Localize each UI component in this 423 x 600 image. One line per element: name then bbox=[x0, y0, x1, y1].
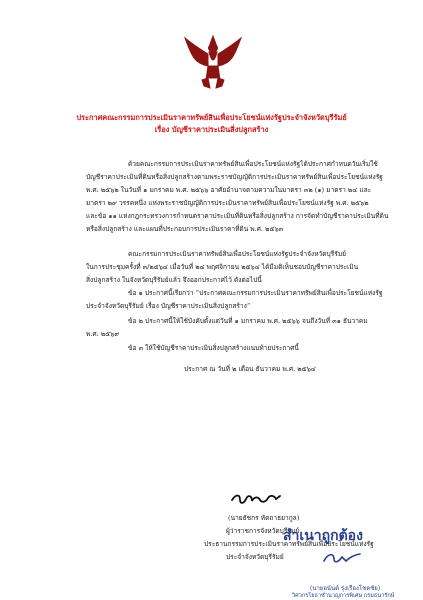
signatory-position-1: ผู้ว่าราชการจังหวัดบุรีรัมย์ bbox=[226, 527, 300, 535]
certifier-position: วิศวกรโยธาชำนาญการพิเศษ กรมธนารักษ์ bbox=[292, 593, 395, 599]
paragraph-1-line-3: พ.ศ. ๒๕๖๒ ในวันที่ ๑ มกราคม พ.ศ. ๒๕๖๖ อาศัยอำนาจตามความในมาตรา ๓๒ (๑) มาตรา ๒๔ และ bbox=[86, 186, 372, 194]
pen-signature-icon bbox=[320, 551, 364, 565]
clause-2-line-1: ข้อ ๒ ประกาศนี้ให้ใช้บังคับตั้งแต่วันที่ ๑ มกราคม พ.ศ. ๒๕๖๖ จนถึงวันที่ ๓๑ ธันวาคม bbox=[128, 317, 368, 325]
garuda-emblem-icon bbox=[184, 34, 242, 90]
certifier-name: (นายอนันต์ รุ่งเรืองโชคชัย) bbox=[310, 585, 381, 592]
announcement-subject: เรื่อง บัญชีราคาประเมินสิ่งปลูกสร้าง bbox=[154, 125, 269, 134]
paragraph-1-line-6: หรือสิ่งปลูกสร้าง และแผนที่ประกอบการประเมินราคาที่ดิน พ.ศ. ๒๕๖๓ bbox=[86, 225, 284, 233]
clause-1-line-2: ประจำจังหวัดบุรีรัมย์ เรื่อง บัญชีราคาประเมินสิ่งปลูกสร้าง” bbox=[86, 302, 251, 310]
clause-2-line-2: พ.ศ. ๒๕๖๙ bbox=[86, 330, 120, 338]
signatory-position-2: ประธานกรรมการประเมินราคาทรัพย์สินเพื่อประโยชน์แห่งรัฐ bbox=[204, 540, 374, 548]
paragraph-2-line-3: สิ่งปลูกสร้าง ในจังหวัดบุรีรัมย์แล้ว จึงออกประกาศไว้ ดังต่อไปนี้ bbox=[86, 276, 262, 284]
paragraph-1-line-2: บัญชีราคาประเมินที่ดินหรือสิ่งปลูกสร้างตามพระราชบัญญัติการประเมินราคาทรัพย์สินเพื่อประโยชน์แห่งรัฐ bbox=[86, 173, 383, 181]
announcement-date: ประกาศ ณ วันที่ ๒ เดือน ธันวาคม พ.ศ. ๒๕๖๔ bbox=[184, 365, 316, 373]
clause-3: ข้อ ๓ ให้ใช้บัญชีราคาประเมินสิ่งปลูกสร้างแนบท้ายประกาศนี้ bbox=[128, 344, 299, 352]
announcement-title: ประกาศคณะกรรมการประเมินราคาทรัพย์สินเพื่อประโยชน์แห่งรัฐประจำจังหวัดบุรีรัมย์ bbox=[76, 113, 347, 122]
signature-icon bbox=[230, 490, 282, 506]
paragraph-2-line-1: คณะกรรมการประเมินราคาทรัพย์สินเพื่อประโยชน์แห่งรัฐประจำจังหวัดบุรีรัมย์ bbox=[128, 250, 347, 258]
certified-copy-stamp: สำเนาถูกต้อง bbox=[283, 528, 363, 544]
signatory-position-3: ประจำจังหวัดบุรีรัมย์ bbox=[226, 553, 284, 561]
clause-1-line-1: ข้อ ๑ ประกาศนี้เรียกว่า “ประกาศคณะกรรมการประเมินราคาทรัพย์สินเพื่อประโยชน์แห่งรัฐ bbox=[128, 289, 383, 297]
paragraph-1-line-5: และข้อ ๑๑ แห่งกฎกระทรวงการกำหนดราคาประเมินที่ดินหรือสิ่งปลูกสร้าง การจัดทำบัญชีราคาประเมินที่ดิน bbox=[86, 212, 389, 220]
paragraph-1-line-4: มาตรา ๒๙ วรรคหนึ่ง แห่งพระราชบัญญัติการประเมินราคาทรัพย์สินเพื่อประโยชน์แห่งรัฐ พ.ศ. ๒๕๖๒ bbox=[86, 199, 369, 207]
paragraph-1-line-1: ด้วยคณะกรรมการประเมินราคาทรัพย์สินเพื่อประโยชน์แห่งรัฐได้ประกาศกำหนดวันเริ่มใช้ bbox=[128, 160, 378, 168]
signatory-name: (นายธัชกร หัตถาธยากูล) bbox=[228, 514, 300, 522]
paragraph-2-line-2: ในการประชุมครั้งที่ ๓/๒๕๖๔ เมื่อวันที่ ๒๔ พฤศจิกายน ๒๕๖๔ ได้มีมติเห็นชอบบัญชีราคาประเมิน bbox=[86, 263, 359, 271]
